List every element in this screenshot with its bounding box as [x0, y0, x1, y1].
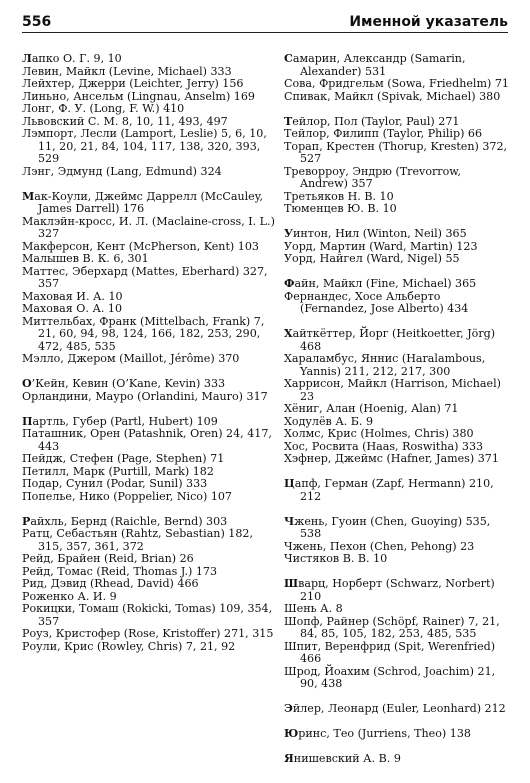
index-letter-initial: Ф [284, 277, 295, 290]
index-entry-text: Хэфнер, Джеймс (Hafner, James) 371 [284, 452, 499, 465]
index-entry-text: Тейлор, Филипп (Taylor, Philip) 66 [284, 127, 483, 140]
index-entry-text: Роженко А. И. 9 [22, 589, 117, 603]
index-entry-text: йлер, Леонард (Euler, Leonhard) 212 [292, 702, 506, 715]
index-letter-initial: Э [284, 702, 293, 715]
index-entry-text: Хёниг, Алан (Hoenig, Alan) 71 [284, 402, 459, 415]
index-entry-text: Маклэйн-кросс, И. Л. (Maclaine-cross, I. L.) 327 [22, 214, 275, 240]
index-entry-text: айн, Майкл (Fine, Michael) 365 [294, 277, 477, 290]
index-entry [22, 391, 276, 404]
index-entry [284, 753, 510, 766]
index-entry-text: Третьяков Н. В. 10 [284, 189, 394, 203]
index-entry-text: Рид, Дэвид (Rhead, David) 466 [22, 577, 199, 590]
index-entry-text: амарин, Александр (Samarin, Alexander) 531 [292, 52, 466, 78]
index-entry-text: Львовский С. М. 8, 10, 11, 493, 497 [22, 114, 228, 128]
page-header [22, 12, 508, 33]
index-entry [22, 316, 276, 354]
index-entry-text: Попелье, Нико (Poppelier, Nico) 107 [22, 489, 232, 503]
index-letter-initial: Р [22, 514, 31, 528]
index-entry [284, 166, 510, 191]
index-entry [284, 291, 510, 316]
index-entry-text: Мэлло, Джером (Maillot, Jérôme) 370 [22, 352, 240, 365]
index-entry-text: Хараламбус, Яннис (Haralambous, Yannis) 211, 212, 217, 300 [284, 352, 486, 378]
index-entry-text: Линьно, Ансельм (Lingnau, Anselm) 169 [22, 89, 255, 103]
index-entry-text: Уорд, Мартин (Ward, Martin) 123 [284, 239, 478, 253]
index-entry-text: жень, Гуоин (Chen, Guoying) 535, 538 [294, 514, 491, 540]
index-entry [284, 353, 510, 378]
index-entry-text: ринс, Тео (Jurriens, Theo) 138 [298, 727, 471, 740]
index-entry-text: Лейхтер, Джерри (Leichter, Jerry) 156 [22, 77, 244, 90]
index-letter-initial: П [22, 414, 33, 428]
index-entry [284, 478, 510, 503]
index-entry-text: Макферсон, Кент (McPherson, Kent) 103 [22, 239, 259, 253]
index-entry-text: Уорд, Найгел (Ward, Nigel) 55 [284, 252, 460, 265]
index-entry-text: Шрод, Йоахим (Schrod, Joachim) 21, 90, 438 [284, 664, 496, 690]
index-letter-initial: Ц [284, 477, 295, 490]
index-entry [284, 516, 510, 541]
index-entry [284, 728, 510, 741]
index-entry [284, 141, 510, 166]
index-entry-text: Паташник, Орен (Patashnik, Oren) 24, 417, 443 [22, 427, 272, 453]
index-entry [284, 453, 510, 466]
index-column-right [284, 53, 510, 766]
index-entry-text: Тюменцев Ю. В. 10 [284, 202, 397, 215]
index-entry-text: варц, Норберт (Schwarz, Norbert) 210 [298, 577, 495, 603]
index-entry-text: интон, Нил (Winton, Neil) 365 [293, 227, 467, 240]
index-entry [284, 203, 510, 216]
index-entry-text: Роули, Крис (Rowley, Chris) 7, 21, 92 [22, 639, 236, 653]
index-entry [284, 378, 510, 403]
index-entry [22, 128, 276, 166]
index-entry-text: артль, Губер (Partl, Hubert) 109 [32, 414, 218, 428]
index-entry-text: Петилл, Марк (Purtill, Mark) 182 [22, 464, 214, 478]
index-entry-text: нишевский А. В. 9 [293, 752, 401, 765]
index-entry-text: Рейд, Томас (Reid, Thomas J.) 173 [22, 564, 218, 578]
index-entry-text: Подар, Сунил (Podar, Sunil) 333 [22, 477, 208, 490]
index-entry-text: Ходулёв А. Б. 9 [284, 414, 374, 428]
index-entry [284, 253, 510, 266]
index-entry [284, 53, 510, 78]
index-letter-initial: Т [284, 114, 293, 128]
index-entry-text: айхль, Бернд (Raichle, Bernd) 303 [30, 514, 228, 528]
index-entry-text: Холмс, Крис (Holmes, Chris) 380 [284, 427, 474, 440]
index-entry [22, 428, 276, 453]
index-entry-text: Лонг, Ф. У. (Long, F. W.) 410 [22, 102, 185, 115]
index-entry-text: апф, Герман (Zapf, Hermann) 210, 212 [294, 477, 494, 503]
index-entry [22, 641, 276, 654]
index-letter-initial: С [284, 52, 293, 65]
index-entry-text: Маттес, Эберхард (Mattes, Eberhard) 327, 357 [22, 264, 268, 290]
index-entry-text: Лэмпорт, Лесли (Lamport, Leslie) 5, 6, 10, 11, 20, 21, 84, 104, 117, 138, 320, 393, 529 [22, 127, 267, 165]
index-entry [284, 641, 510, 666]
index-entry [284, 616, 510, 641]
index-entry-text: Торап, Крестен (Thorup, Kresten) 372, 527 [284, 139, 508, 165]
index-entry-text: ’Кейн, Кевин (O’Kane, Kevin) 333 [31, 377, 226, 390]
index-entry-text: ейлор, Пол (Taylor, Paul) 271 [292, 114, 460, 128]
index-entry-text: Шень А. 8 [284, 602, 343, 615]
index-entry-text: Хос, Росвита (Haas, Roswitha) 333 [284, 439, 484, 453]
page-number: 556 [22, 14, 52, 30]
index-entry-text: апко О. Г. 9, 10 [31, 52, 122, 65]
index-entry-text: Чжень, Пехон (Chen, Pehong) 23 [284, 539, 475, 553]
index-entry-text: Лэнг, Эдмунд (Lang, Edmund) 324 [22, 164, 222, 178]
index-letter-initial: Я [284, 752, 294, 765]
index-column-left [22, 53, 276, 653]
index-entry-text: Ратц, Себастьян (Rahtz, Sebastian) 182, 315, 357, 361, 372 [22, 527, 254, 553]
index-entry-text: Шпит, Веренфрид (Spit, Werenfried) 466 [284, 639, 496, 665]
index-entry-text: Спивак, Майкл (Spivak, Michael) 380 [284, 89, 501, 103]
index-entry-text: айткёттер, Йорг (Heitkoetter, Jörg) 468 [292, 327, 496, 353]
index-letter-initial: О [22, 377, 32, 390]
index-entry-text: Рейд, Брайен (Reid, Brian) 26 [22, 552, 194, 565]
index-entry [22, 191, 276, 216]
index-entry [284, 703, 510, 716]
index-entry-text: Орландини, Мауро (Orlandini, Mauro) 317 [22, 389, 268, 403]
index-letter-initial: Ю [284, 727, 299, 740]
index-entry-text: Харрисон, Майкл (Harrison, Michael) 23 [284, 377, 501, 403]
index-entry [22, 266, 276, 291]
index-entry [22, 353, 276, 366]
index-letter-initial: У [284, 227, 294, 240]
index-entry [22, 491, 276, 504]
index-entry-text: Левин, Майкл (Levine, Michael) 333 [22, 64, 232, 78]
running-head: Именной указатель [349, 14, 508, 30]
index-entry-text: Миттельбах, Франк (Mittelbach, Frank) 7, 21, 60, 94, 98, 124, 166, 182, 253, 290, 472, 485, 535 [22, 314, 265, 353]
index-entry-text: ак-Коули, Джеймс Даррелл (McCauley, James Darrell) 176 [34, 189, 264, 215]
index-entry [284, 578, 510, 603]
index-letter-initial: М [22, 189, 35, 203]
index-letter-initial: Ш [284, 577, 299, 590]
index-entry-text: Пейдж, Стефен (Page, Stephen) 71 [22, 452, 225, 465]
index-entry-text: Роуз, Кристофер (Rose, Kristoffer) 271, 315 [22, 627, 274, 640]
index-entry [22, 603, 276, 628]
index-entry [284, 91, 510, 104]
index-entry [284, 328, 510, 353]
index-letter-initial: Ч [284, 514, 295, 528]
index-entry [284, 666, 510, 691]
index-entry [22, 216, 276, 241]
index-entry-text: Чистяков В. В. 10 [284, 552, 388, 565]
index-entry-text: Маховая И. А. 10 [22, 289, 123, 303]
index-entry-text: Фернандес, Хосе Альберто (Fernandez, Jose Alberto) 434 [284, 289, 469, 315]
index-entry-text: Шопф, Райнер (Schöpf, Rainer) 7, 21, 84, 85, 105, 182, 253, 485, 535 [284, 614, 500, 640]
index-entry-text: Малышев В. К. 6, 301 [22, 252, 149, 265]
index-entry-text: Рокицки, Томаш (Rokicki, Tomas) 109, 354, 357 [22, 602, 273, 628]
index-entry [284, 553, 510, 566]
index-entry [22, 528, 276, 553]
index-entry-text: Маховая О. А. 10 [22, 302, 123, 315]
index-entry [22, 166, 276, 179]
index-entry-text: Сова, Фридгельм (Sowa, Friedhelm) 71 [284, 77, 509, 90]
index-letter-initial: Л [22, 52, 32, 65]
index-letter-initial: Х [284, 327, 293, 340]
index-entry-text: Треворроу, Эндрю (Trevorrow, Andrew) 357 [284, 164, 461, 190]
